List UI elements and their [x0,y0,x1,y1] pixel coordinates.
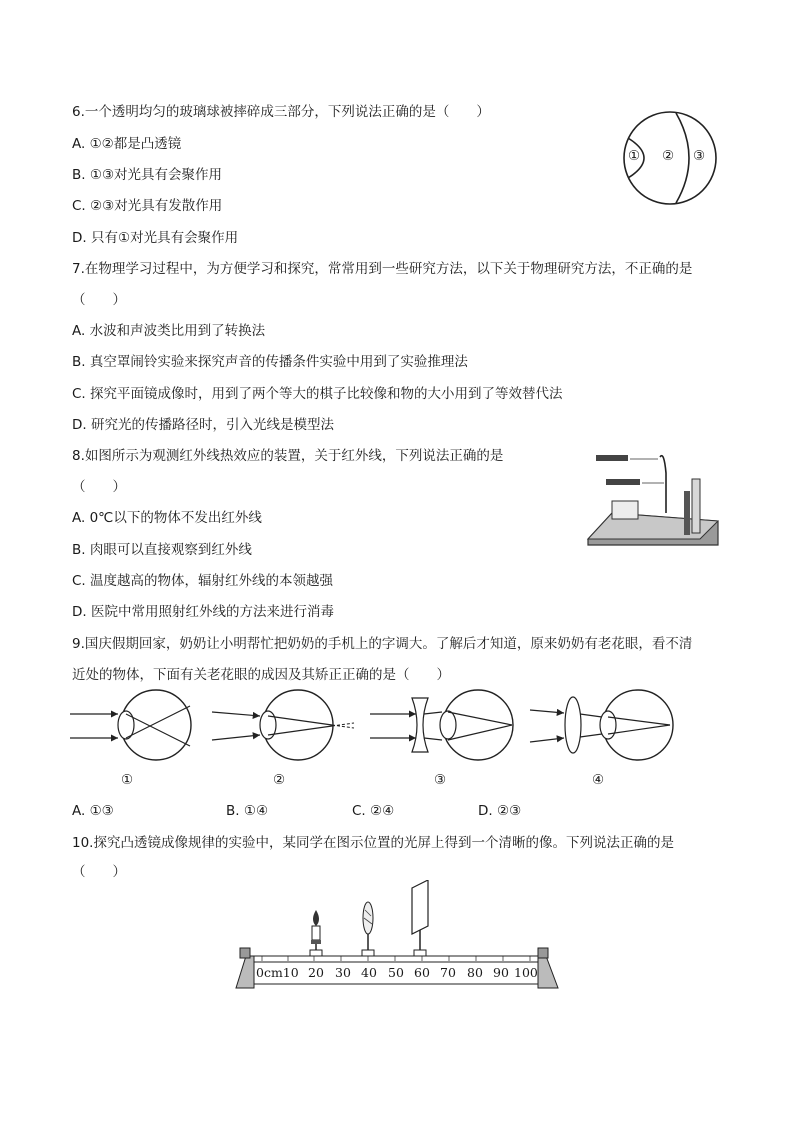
lens-clamp [362,950,374,956]
ruler-label-60: 60 [414,965,430,980]
ray-2e [332,725,354,728]
ray-1c [126,714,190,746]
ray-3e [448,712,512,725]
ruler-label-40: 40 [361,965,377,980]
q6-glass-ball-figure [620,110,720,210]
q6-label-1: ① [628,148,641,164]
q8-infrared-apparatus-photo [584,443,724,555]
ray-4f [608,725,670,734]
light-screen [412,880,428,956]
ray-4a [530,710,564,713]
convex-lens-4 [565,697,581,753]
ray-4c [580,714,602,717]
q7-option-a: A. 水波和声波类比用到了转换法 [72,323,266,339]
q6-label-2: ② [662,148,675,164]
q9-option-a: A. ①③ [72,803,114,819]
q9-figure-label-3: ③ [434,772,447,788]
ruler-label-70: 70 [440,965,456,980]
q6-option-c: C. ②③对光具有发散作用 [72,198,223,214]
glass-ball-outer-curve [676,113,689,203]
eye-diagram-3 [370,690,513,760]
ray-4d [580,734,602,737]
q9-figure-label-2: ② [273,772,286,788]
ray-4e [608,717,670,725]
q6-option-d: D. 只有①对光具有会聚作用 [72,230,239,246]
ray-3c [424,712,442,714]
ruler-label-100: 100 [514,965,538,980]
label-mark-2 [606,479,640,485]
q9-figure-label-4: ④ [592,772,605,788]
ruler-label-0: 0cm10 [256,965,299,980]
q6-option-b: B. ①③对光具有会聚作用 [72,167,223,183]
apparatus-block [612,501,638,519]
q7-option-d: D. 研究光的传播路径时，引入光线是模型法 [72,417,334,433]
q10-optical-bench [232,880,562,992]
q9-figure-label-1: ① [121,772,134,788]
q8-option-c: C. 温度越高的物体，辐射红外线的本领越强 [72,573,334,589]
q7-option-b: B. 真空罩闹铃实验来探究声音的传播条件实验中用到了实验推理法 [72,354,468,370]
q9-option-b: B. ①④ [226,803,269,819]
eye-diagram-1 [70,690,191,760]
ray-3d [424,738,442,740]
q9-eye-diagrams [68,688,678,798]
candle [310,910,322,956]
candle-body [312,926,320,940]
candle-holder [311,940,321,944]
q9-stem-line2: 近处的物体，下面有关老花眼的成因及其矫正正确的是（ ） [72,667,450,683]
ruler-label-80: 80 [467,965,483,980]
concave-lens-3 [412,698,428,752]
bench-top-rail [246,956,546,962]
ray-2a [212,712,260,716]
q6-stem: 6.一个透明均匀的玻璃球被摔碎成三部分，下列说法正确的是（ ） [72,104,490,120]
ray-2c [268,716,332,725]
ruler-label-90: 90 [493,965,509,980]
bench-right-cap [538,948,548,958]
bench-left-cap [240,948,250,958]
bench-right-leg [538,956,558,988]
ray-2d [268,726,332,735]
q10-paren: （ ） [72,864,126,880]
q9-stem-line1: 9.国庆假期回家，奶奶让小明帮忙把奶奶的手机上的字调大。了解后才知道，原来奶奶有老花眼，看不清 [72,636,693,652]
q9-option-d: D. ②③ [478,803,522,819]
ray-3f [448,725,512,740]
q6-option-a: A. ①②都是凸透镜 [72,136,182,152]
q8-option-d: D. 医院中常用照射红外线的方法来进行消毒 [72,604,334,620]
q7-stem: 7.在物理学习过程中，为方便学习和探究，常常用到一些研究方法，以下关于物理研究方法，不正确的是 [72,261,693,277]
eye-diagram-2 [212,690,354,760]
ruler-label-50: 50 [388,965,404,980]
q8-paren: （ ） [72,479,126,495]
eye-lens-3 [440,711,456,739]
eye-diagram-4 [530,690,673,760]
convex-lens [362,902,374,956]
q7-paren: （ ） [72,292,126,308]
ray-2b [212,735,260,740]
candle-flame [313,910,319,926]
q8-option-b: B. 肉眼可以直接观察到红外线 [72,542,252,558]
ruler-label-20: 20 [308,965,324,980]
q8-stem: 8.如图所示为观测红外线热效应的装置，关于红外线，下列说法正确的是 [72,448,504,464]
ray-4b [530,738,564,742]
q9-option-c: C. ②④ [352,803,395,819]
q10-stem: 10.探究凸透镜成像规律的实验中，某同学在图示位置的光屏上得到一个清晰的像。下列说法正确的是 [72,835,674,851]
ruler-label-30: 30 [335,965,351,980]
eye-lens-4 [600,711,616,739]
screen-panel [412,880,428,934]
candle-clamp [310,950,322,956]
apparatus-stand [684,491,690,535]
screen-clamp [414,950,426,956]
ray-2f [332,723,354,726]
apparatus-panel [692,479,700,533]
label-mark-1 [596,455,628,461]
q7-option-c: C. 探究平面镜成像时，用到了两个等大的棋子比较像和物的大小用到了等效替代法 [72,386,563,402]
bench-left-leg [236,956,254,988]
ray-1d [126,706,190,738]
q8-option-a: A. 0℃以下的物体不发出红外线 [72,510,262,526]
q6-label-3: ③ [693,148,706,164]
